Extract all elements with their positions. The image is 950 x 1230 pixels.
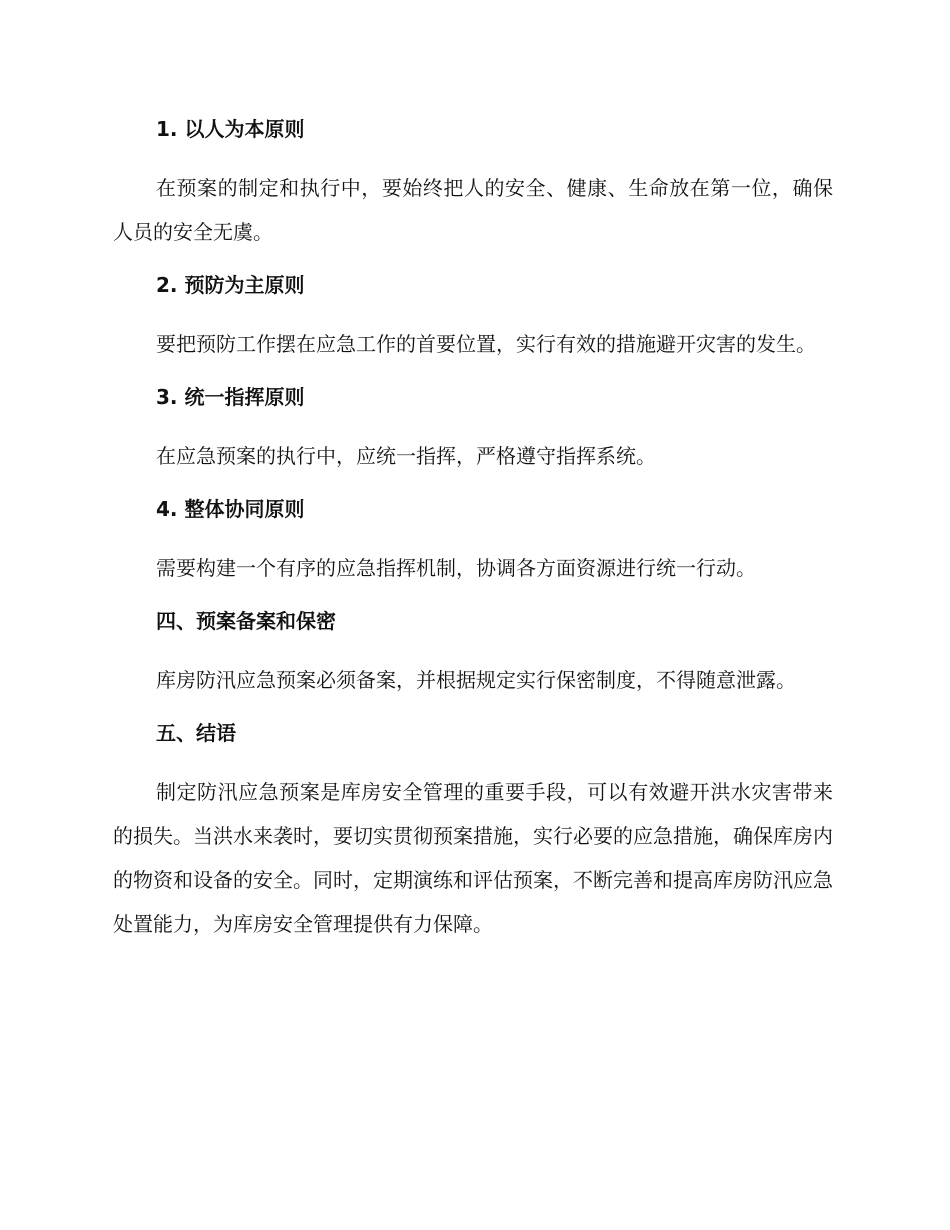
section-heading-conclusion: 五、结语 xyxy=(156,721,236,745)
section-heading-principle-2: 2. 预防为主原则 xyxy=(156,273,305,297)
section-body-principle-3: 在应急预案的执行中，应统一指挥，严格遵守指挥系统。 xyxy=(156,444,656,468)
section-body-principle-4: 需要构建一个有序的应急指挥机制，协调各方面资源进行统一行动。 xyxy=(156,556,756,580)
section-body-principle-1: 在预案的制定和执行中，要始终把人的安全、健康、生命放在第一位，确保人员的安全无虞。 xyxy=(113,176,833,244)
document-page xyxy=(113,112,833,960)
section-heading-principle-1: 1. 以人为本原则 xyxy=(156,117,305,141)
section-heading-principle-3: 3. 统一指挥原则 xyxy=(156,385,305,409)
section-heading-principle-4: 4. 整体协同原则 xyxy=(156,497,305,521)
section-body-principle-2: 要把预防工作摆在应急工作的首要位置，实行有效的措施避开灾害的发生。 xyxy=(156,332,816,356)
section-body-conclusion: 制定防汛应急预案是库房安全管理的重要手段，可以有效避开洪水灾害带来的损失。当洪水来袭时，要切实贯彻预案措施，实行必要的应急措施，确保库房内的物资和设备的安全。同时，定期演练和评估预案，不断完善和提高库房防汛应急处置能力，为库房安全管理提供有力保障。 xyxy=(113,780,833,936)
section-heading-filing-confidentiality: 四、预案备案和保密 xyxy=(156,609,336,633)
section-body-filing-confidentiality: 库房防汛应急预案必须备案，并根据规定实行保密制度，不得随意泄露。 xyxy=(156,668,796,692)
